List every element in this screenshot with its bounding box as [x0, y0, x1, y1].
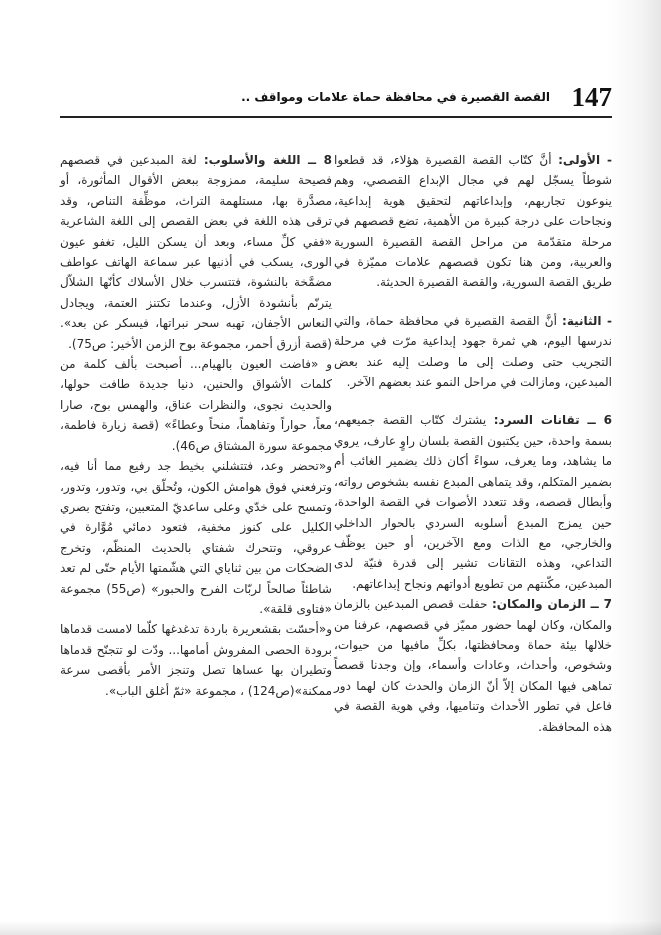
paragraph-heading: - الأولى: [558, 153, 612, 167]
paragraph-text: يشترك كتّاب القصة جميعهم، بسمة واحدة، حين يكتبون القصة بلسان راوٍ عارف، يروي ما يشاهد، وما يعرف، سواءً أكان ذلك بضمير الغائب أم بضمير المتكلم، وقد يتماهى المبدع نفسه بشخوص رواته، وأبطال قصصه، وقد تتعدد الأصوات في القصة الواحدة، حين يمزج المبدع أسلوبه السردي بالحوار الداخلي والخارجي، مع الذات ومع الآخرين، أو حين يوظّف التداعي، وهذه التقانات تشير إلى قدرة فنيّة لدى المبدعين، مكّنتهم من تطويع أدواتهم ونجاح إبداعاتهم. [334, 413, 612, 591]
right-column [334, 150, 612, 737]
header-divider [60, 116, 612, 118]
paragraph-text: لغة المبدعين في قصصهم فصيحة سليمة، ممزوجة ببعض الأقوال المأثورة، أو مصدَّرة بها، مستلهمة التراث، موظِّفة التناص، وقد ترقى هذه اللغة في بعض القصص إلى اللغة الشاعرية «ففي كلِّ مساء، وبعد أن يسكن الليل، تغفو عيون الورى، يسكب في أذنيها عبر سماعة الهاتف عواطف مضمَّخة بالنشوة، فتتسرب خلال الأسلاك كأنّها الشلاّل يترنّم بأنشودة الأزل، وعندما تكتنز العتمة، ويجادل النعاس الأجفان، تهبه سحر نبراتها، فيسكر عن بعد». (قصة أزرق أحمر، مجموعة بوح الزمن الأخير: ص75). [60, 153, 332, 351]
paragraph-time-and-place [334, 594, 612, 737]
paragraph-text: و«أحسّت بقشعريرة باردة تدغدغها كلّما لامست قدماها برودة الحصى المفروش أمامها... ودّت لو تتجنّح قدماها وتطيران بها عساها تصل وتنجز الأمر بأقصى سرعة ممكنة»(ص124) ، مجموعة «ثمّ أغلق الباب». [60, 622, 332, 698]
running-title: القصة القصيرة في محافظة حماة علامات ومواقف .. [241, 90, 550, 104]
paragraph-gap [334, 392, 612, 410]
paragraph-second-point [334, 311, 612, 393]
paragraph-heading: 6 ــ تقانات السرد: [493, 413, 612, 428]
paragraph-text: و«تحضر وعد، فتتشلني بخيط جد رفيع مما أنا فيه، وترفعني فوق هوامش الكون، وتُحلّق بي، وتدور، وتدور، وتمسح على خدّي وعلى ساعديّ المتعبين، وتفتح بصري الكليل على كنوز مخفية، فتعود دمائي مُوَّارة في عروقي، وتتحرك شفتاي بالحديث المنظّم، وتخرج الضحكات من بين ثناياي التي هشّمتها الأيام حتّى لم تعد شاطئاً صالحاً لربّات الفرح والحبور» (ص55) مجموعة «فتاوى قلقة». [60, 459, 332, 616]
paragraph-text: و «فاضت العيون بالهيام... أصبحت بألف كلمة من كلمات الأشواق والحنين، دنيا جديدة طافت حولها، والحديث نجوى، والنظرات عناق، والهمس بوح، صارا معاً، حواراً وتفاهماً، منحاً وعطاءً» (قصة زيارة فاطمة، مجموعة سورة المشتاق ص46). [60, 357, 332, 453]
paragraph-text: أنَّ كتّاب القصة القصيرة هؤلاء، قد قطعوا شوطاً يسجّل لهم في مجال الإبداع القصصي، وهم ينوعون تجاربهم، وإبداعاتهم لتحقيق هوية إبداعية، ونجاحات على درجة كبيرة من الأهمية، تضع قصصهم في مرحلة متقدّمة من مراحل القصة القصيرة السورية والعربية، ومن هنا تكون قصصهم علامات مميّزة في طريق القصة السورية، والقصة القصيرة الحديثة. [334, 153, 612, 290]
paragraph-heading: 7 ــ الزمان والمكان: [491, 597, 612, 612]
paragraph-quote-fatima [60, 354, 332, 456]
paragraph-heading: - الثانية: [562, 313, 612, 328]
paragraph-quote-door [60, 619, 332, 701]
paragraph-text: أنَّ القصة القصيرة في محافظة حماة، والتي ندرسها اليوم، هي ثمرة جهود إبداعية مرّت في مرحلة التجريب حتى وصلت إلى ما وصلت إليه عند بعض المبدعين، ومازالت في مراحل النمو عند بعضهم الآخر. [334, 313, 612, 390]
paragraph-text: حفلت قصص المبدعين بالزمان والمكان، وكان لهما حضور مميّز في قصصهم، عرفنا من خلالها بيئة حماة ومحافظتها، بكلِّ مافيها من حيوات، وشخوص، وأحداث، وعادات وأسماء، وإن وجدنا قصصاً تماهى فيها المكان إلاّ أنّ الزمان والحدث كان لهما دور فاعل في تطور الأحداث وتناميها، وفي هوية القصة في هذه المحافظة. [334, 597, 612, 734]
page-number: 147 [571, 82, 612, 112]
paragraph-quote-waad [60, 456, 332, 619]
page-header [60, 82, 612, 112]
paragraph-language-style [60, 150, 332, 354]
paragraph-first-point [334, 150, 612, 293]
paragraph-heading: 8 ــ اللغة والأسلوب: [203, 153, 332, 167]
paragraph-gap [334, 293, 612, 311]
left-column [60, 150, 332, 701]
page-bottom-shadow [0, 921, 661, 935]
paragraph-narrative-techniques [334, 410, 612, 594]
